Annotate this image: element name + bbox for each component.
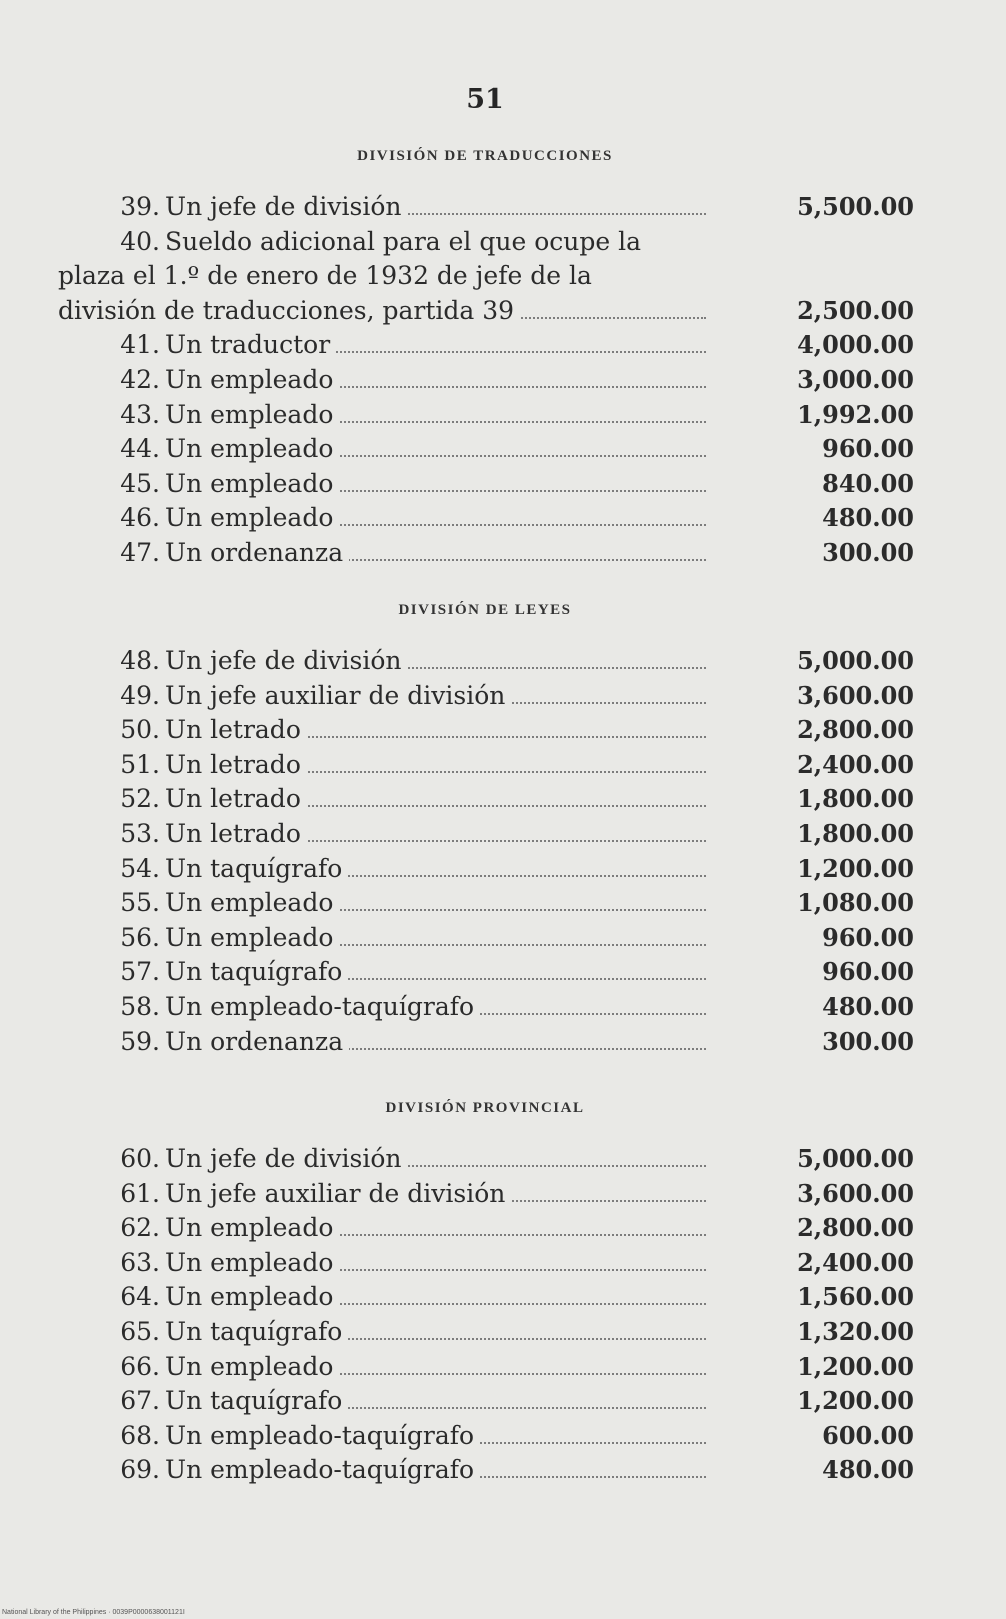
item-number: 47. xyxy=(120,538,160,567)
item-amount: 5,000.00 xyxy=(797,646,914,675)
item-amount: 1,560.00 xyxy=(797,1282,914,1312)
item-description: Un empleado xyxy=(165,1246,339,1280)
item-amount: 2,400.00 xyxy=(797,1247,914,1277)
item-amount: 2,800.00 xyxy=(797,715,914,745)
item-amount: 960.00 xyxy=(822,922,914,952)
item-description: Un empleado xyxy=(165,501,339,535)
table-row xyxy=(0,225,1006,259)
item-amount: 1,200.00 xyxy=(797,1351,914,1381)
item-description-line: Sueldo adicional para el que ocupe la xyxy=(165,225,647,259)
item-number: 48. xyxy=(120,646,160,675)
item-number: 55. xyxy=(120,888,160,918)
table-row-continuation xyxy=(0,259,1006,293)
item-number: 49. xyxy=(120,680,160,710)
table-row-continuation xyxy=(0,294,1006,328)
item-number: 66. xyxy=(120,1351,160,1381)
table-row xyxy=(0,363,1006,397)
item-number: 46. xyxy=(120,503,160,533)
item-amount: 1,992.00 xyxy=(797,399,914,429)
item-description: Un empleado xyxy=(165,467,339,501)
item-number: 58. xyxy=(120,992,160,1021)
item-description: Un letrado xyxy=(165,817,307,851)
table-row xyxy=(0,467,1006,501)
table-row xyxy=(0,679,1006,713)
table-row xyxy=(0,713,1006,747)
table-row xyxy=(0,432,1006,466)
item-description: Un letrado xyxy=(165,782,307,816)
item-description: Un empleado xyxy=(165,1211,339,1245)
item-number: 59. xyxy=(120,1026,160,1056)
item-number: 65. xyxy=(120,1317,160,1346)
item-description: Un jefe auxiliar de división xyxy=(165,679,511,713)
table-row xyxy=(0,536,1006,570)
item-description: Un traductor xyxy=(165,328,336,362)
item-description: Un ordenanza xyxy=(165,1025,349,1059)
item-number: 41. xyxy=(120,330,160,360)
item-amount: 1,800.00 xyxy=(797,819,914,848)
item-number: 50. xyxy=(120,715,160,745)
item-description: Un letrado xyxy=(165,748,307,782)
table-row xyxy=(0,1315,1006,1349)
item-amount: 2,500.00 xyxy=(797,295,914,325)
item-amount: 5,000.00 xyxy=(797,1144,914,1173)
item-description: Un letrado xyxy=(165,713,307,747)
item-description: Un taquígrafo xyxy=(165,1384,348,1418)
item-description: Un taquígrafo xyxy=(165,852,348,886)
table-row xyxy=(0,1142,1006,1176)
item-description: Un empleado xyxy=(165,886,339,920)
table-row xyxy=(0,1350,1006,1384)
item-amount: 1,320.00 xyxy=(797,1317,914,1346)
item-amount: 1,200.00 xyxy=(797,853,914,883)
footer-note: National Library of the Philippines · 0039P0000638001121I xyxy=(2,1609,185,1616)
table-row xyxy=(0,886,1006,920)
item-description: Un ordenanza xyxy=(165,536,349,570)
section-title: DIVISIÓN DE TRADUCCIONES xyxy=(357,148,613,164)
item-description-line: plaza el 1.º de enero de 1932 de jefe de la xyxy=(58,259,598,293)
item-amount: 3,000.00 xyxy=(797,365,914,394)
item-description: Un empleado xyxy=(165,1350,339,1384)
section-title: DIVISIÓN DE LEYES xyxy=(398,602,572,618)
item-description: Un empleado xyxy=(165,363,339,397)
table-row xyxy=(0,817,1006,851)
table-row xyxy=(0,190,1006,224)
page-number: 51 xyxy=(466,84,504,115)
item-description-line: división de traducciones, partida 39 xyxy=(58,294,520,328)
item-number: 62. xyxy=(120,1213,160,1243)
item-amount: 480.00 xyxy=(822,503,914,533)
item-amount: 3,600.00 xyxy=(797,1178,914,1208)
item-description: Un empleado-taquígrafo xyxy=(165,990,480,1024)
table-row xyxy=(0,748,1006,782)
item-amount: 1,200.00 xyxy=(797,1386,914,1416)
item-amount: 480.00 xyxy=(822,1455,914,1485)
table-row xyxy=(0,644,1006,678)
table-row xyxy=(0,921,1006,955)
table-row xyxy=(0,1453,1006,1487)
table-row xyxy=(0,1280,1006,1314)
item-description: Un empleado-taquígrafo xyxy=(165,1419,480,1453)
item-amount: 600.00 xyxy=(822,1420,914,1450)
item-description: Un taquígrafo xyxy=(165,1315,348,1349)
item-description: Un jefe de división xyxy=(165,644,408,678)
section-title: DIVISIÓN PROVINCIAL xyxy=(385,1100,585,1116)
item-description: Un empleado xyxy=(165,921,339,955)
item-number: 56. xyxy=(120,922,160,952)
item-description: Un empleado xyxy=(165,398,339,432)
table-row xyxy=(0,328,1006,362)
table-row xyxy=(0,1177,1006,1211)
item-description: Un jefe de división xyxy=(165,190,408,224)
table-row xyxy=(0,398,1006,432)
table-row xyxy=(0,1211,1006,1245)
item-number: 67. xyxy=(120,1386,160,1416)
item-description: Un jefe auxiliar de división xyxy=(165,1177,511,1211)
table-row xyxy=(0,852,1006,886)
table-row xyxy=(0,782,1006,816)
item-amount: 960.00 xyxy=(822,434,914,464)
table-row xyxy=(0,1419,1006,1453)
item-amount: 2,400.00 xyxy=(797,749,914,779)
item-description: Un empleado xyxy=(165,432,339,466)
item-amount: 4,000.00 xyxy=(797,330,914,360)
item-amount: 480.00 xyxy=(822,992,914,1021)
item-amount: 5,500.00 xyxy=(797,192,914,221)
item-amount: 3,600.00 xyxy=(797,680,914,710)
item-number: 64. xyxy=(120,1282,160,1312)
item-amount: 840.00 xyxy=(822,468,914,498)
item-amount: 960.00 xyxy=(822,957,914,987)
table-row xyxy=(0,501,1006,535)
item-number: 69. xyxy=(120,1455,160,1485)
item-number: 52. xyxy=(120,784,160,814)
item-number: 61. xyxy=(120,1178,160,1208)
item-number: 42. xyxy=(120,365,160,394)
item-number: 44. xyxy=(120,434,160,464)
item-number: 63. xyxy=(120,1247,160,1277)
item-number: 60. xyxy=(120,1144,160,1173)
item-amount: 1,800.00 xyxy=(797,784,914,814)
item-amount: 300.00 xyxy=(822,538,914,567)
item-number: 68. xyxy=(120,1420,160,1450)
item-number: 39. xyxy=(120,192,160,221)
item-number: 45. xyxy=(120,468,160,498)
item-description: Un empleado-taquígrafo xyxy=(165,1453,480,1487)
item-number: 40. xyxy=(120,226,160,256)
item-description: Un empleado xyxy=(165,1280,339,1314)
item-amount: 1,080.00 xyxy=(797,888,914,918)
table-row xyxy=(0,1246,1006,1280)
item-description: Un taquígrafo xyxy=(165,955,348,989)
item-number: 57. xyxy=(120,957,160,987)
item-amount: 2,800.00 xyxy=(797,1213,914,1243)
item-description: Un jefe de división xyxy=(165,1142,408,1176)
table-row xyxy=(0,955,1006,989)
item-number: 51. xyxy=(120,749,160,779)
item-number: 53. xyxy=(120,819,160,848)
table-row xyxy=(0,1384,1006,1418)
item-number: 43. xyxy=(120,399,160,429)
table-row xyxy=(0,1025,1006,1059)
table-row xyxy=(0,990,1006,1024)
item-number: 54. xyxy=(120,853,160,883)
item-amount: 300.00 xyxy=(822,1026,914,1056)
